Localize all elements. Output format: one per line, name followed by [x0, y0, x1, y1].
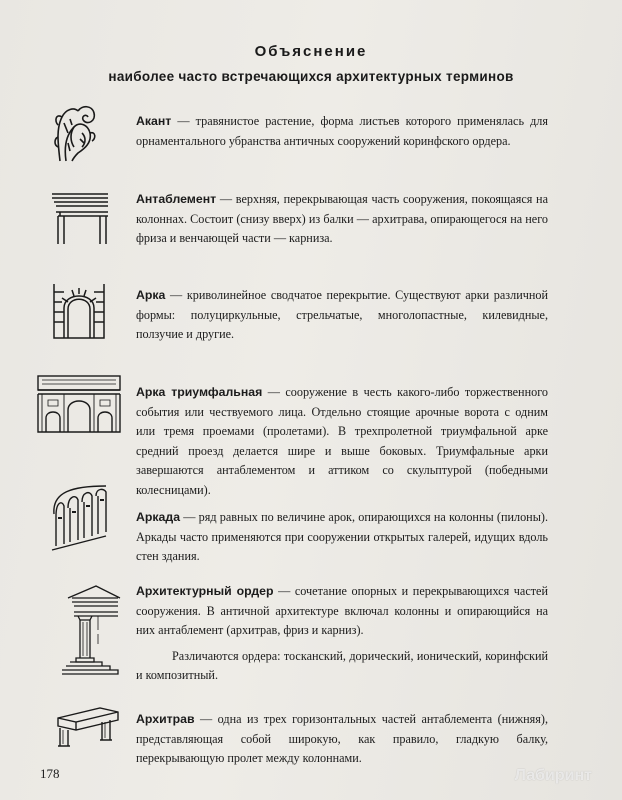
term: Антаблемент: [136, 192, 217, 206]
page-subtitle: наиболее часто встречающихся архитектурных терминов: [108, 69, 514, 84]
glossary-entry: [136, 383, 548, 500]
definition: — ряд равных по величине арок, опирающихся на колонны (пилоны). Аркады часто применяются при сооружении открытых галерей, идущих вдоль стен здания.: [136, 510, 548, 563]
arch-icon: [50, 282, 108, 340]
definition-paragraph: Различаются ордера: тосканский, дорический, ионический, коринфский и композитный.: [136, 648, 548, 682]
watermark-logo: [515, 760, 592, 786]
definition: — верхняя, перекрывающая часть сооружения, покоящаяся на колоннах. Состоит (снизу вверх) из балки — архитрава, опирающегося на него фриза и венчающей части — карниза.: [136, 192, 548, 245]
term: Акант: [136, 114, 172, 128]
watermark-text: Лабиринт: [514, 767, 592, 784]
glossary-entry: [136, 190, 548, 249]
glossary-entry: [136, 286, 548, 345]
definition: — одна из трех горизонтальных частей антаблемента (нижняя), представляющая собой широкую, как правило, гладкую балку, перекрывающую пролет между колоннами.: [136, 712, 548, 765]
definition: — криволинейное сводчатое перекрытие. Существуют арки различной формы: полуциркульные, стрельчатые, многолопастные, килевидные, ползучие и другие.: [136, 288, 548, 341]
acanthus-leaf-icon: [52, 103, 98, 163]
glossary-entry: [136, 710, 548, 769]
arcade-icon: [50, 484, 108, 554]
glossary-entry: [136, 582, 548, 686]
architrave-icon: [56, 702, 120, 748]
definition: — травянистое растение, форма листьев которого применялась для орнаментального убранства античных сооружений коринфского ордера.: [136, 114, 548, 148]
term: Арка: [136, 288, 166, 302]
entablature-icon: [50, 190, 110, 246]
definition: — сочетание опорных и перекрывающихся частей сооружения. В античной архитектуре включал колонны и опирающийся на них антаблемент (архитрав, фриз и карниз).: [136, 584, 548, 637]
term: Архитрав: [136, 712, 195, 726]
page-number: 178: [40, 766, 60, 781]
glossary-entry: [136, 508, 548, 567]
term: Арка триумфальная: [136, 385, 263, 399]
glossary-entry: [136, 112, 548, 151]
triumphal-arch-icon: [36, 374, 122, 434]
term: Архитектурный ордер: [136, 584, 274, 598]
term: Аркада: [136, 510, 181, 524]
page-title: Объяснение: [254, 43, 368, 60]
architectural-order-icon: [62, 584, 122, 676]
definition: — сооружение в честь какого-либо торжественного события или чествуемого лица. Отдельно стоящие арочные ворота с одним или тремя проемами (пролетами). В трехпролетной триумфальной арке средний проезд делается шире и выше боковых. Триумфальные арки завершаются антаблементом и аттиком со скульптурой (победными колесницами).: [136, 385, 548, 497]
